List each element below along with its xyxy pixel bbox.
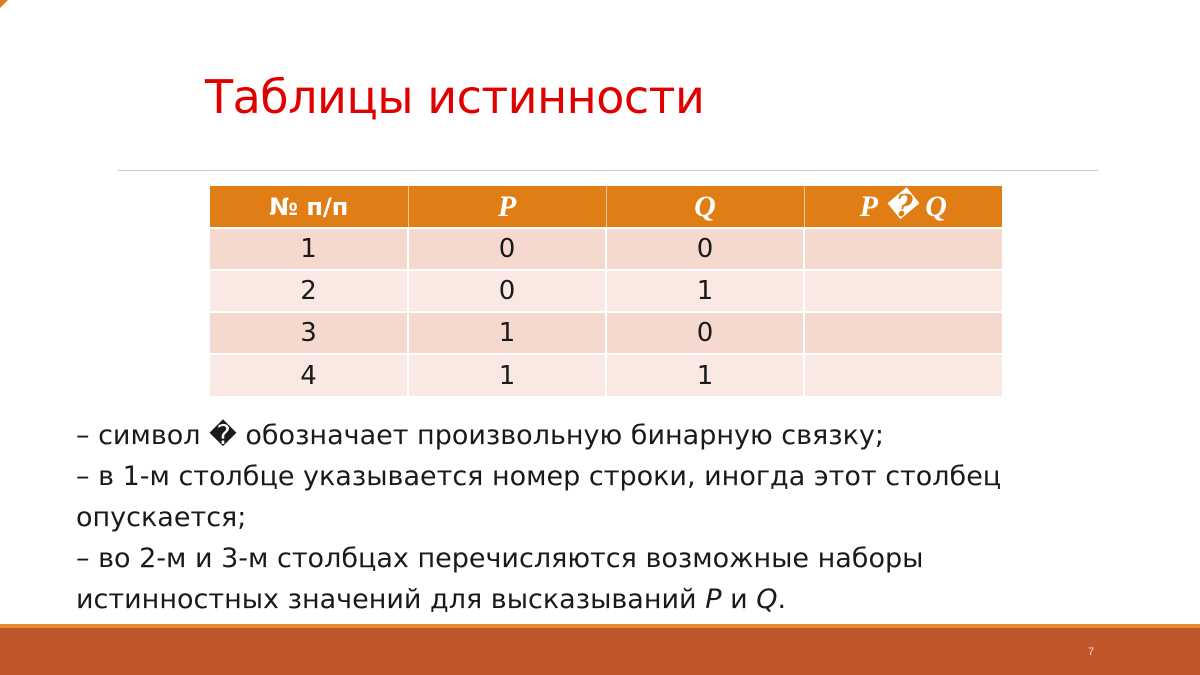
note-period: . [777, 584, 787, 615]
title-divider [118, 170, 1098, 171]
table-cell: 0 [408, 228, 606, 270]
table-cell [804, 228, 1002, 270]
table-row [210, 270, 1002, 312]
note-item: – в 1-м столбце указывается номер строки, иногда этот столбец опускается; [76, 461, 1002, 533]
truth-table [210, 186, 1002, 396]
table-cell [804, 312, 1002, 354]
header-p: P [408, 186, 606, 228]
page-number: 7 [1087, 646, 1095, 658]
table-row [210, 354, 1002, 396]
header-q: Q [606, 186, 804, 228]
table-cell: 1 [408, 312, 606, 354]
slide-title: Таблицы истинности [205, 70, 705, 124]
table-cell: 1 [210, 228, 408, 270]
table-cell: 4 [210, 354, 408, 396]
table-cell: 0 [408, 270, 606, 312]
table-cell: 3 [210, 312, 408, 354]
table-row [210, 228, 1002, 270]
table-cell: 1 [606, 270, 804, 312]
table-cell [804, 354, 1002, 396]
table-row [210, 312, 1002, 354]
header-p-op-q: P � Q [804, 186, 1002, 228]
table-cell: 0 [606, 228, 804, 270]
table-cell: 0 [606, 312, 804, 354]
note-conjunction: и [721, 584, 757, 615]
variable-p: P [705, 584, 722, 615]
footer-bar [0, 628, 1200, 675]
table-cell [804, 270, 1002, 312]
table-cell: 2 [210, 270, 408, 312]
table-header-row [210, 186, 1002, 228]
note-text: – во 2-м и 3-м столбцах перечисляются возможные наборы истинностных значений для высказываний [76, 543, 924, 615]
notes-list [76, 415, 1106, 620]
variable-q: Q [756, 584, 778, 615]
header-row-number: № п/п [210, 186, 408, 228]
table-cell: 1 [408, 354, 606, 396]
corner-accent [0, 0, 8, 8]
table-cell: 1 [606, 354, 804, 396]
note-item: – символ � обозначает произвольную бинарную связку; [76, 420, 885, 451]
note-item [76, 538, 1106, 620]
